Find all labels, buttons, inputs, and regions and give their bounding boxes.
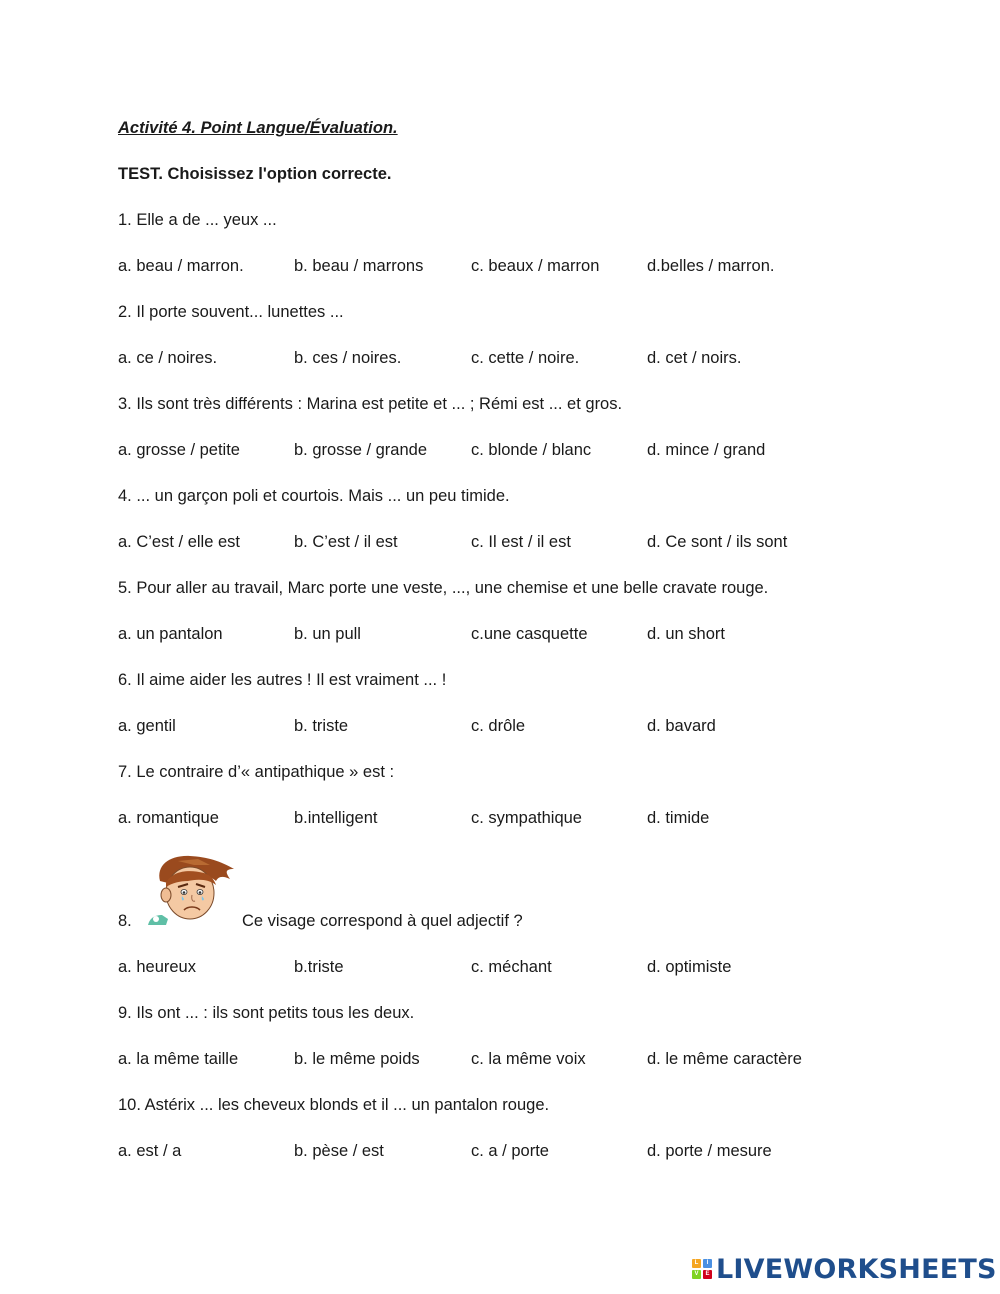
logo-mark-l: L [692, 1259, 701, 1268]
question-4: 4. ... un garçon poli et courtois. Mais ... un peu timide. [118, 487, 510, 505]
liveworksheets-logo [692, 1254, 997, 1284]
option-6b[interactable]: b. triste [294, 717, 349, 735]
question-7: 7. Le contraire d’« antipathique » est : [118, 763, 395, 781]
option-10d[interactable]: d. porte / mesure [647, 1142, 772, 1160]
option-4b[interactable]: b. C’est / il est [294, 533, 398, 551]
option-2a[interactable]: a. ce / noires. [118, 349, 218, 367]
question-3: 3. Ils sont très différents : Marina est petite et ... ; Rémi est ... et gros. [118, 395, 623, 413]
question-6: 6. Il aime aider les autres ! Il est vraiment ... ! [118, 671, 447, 689]
option-7c[interactable]: c. sympathique [471, 809, 582, 827]
option-2d[interactable]: d. cet / noirs. [647, 349, 742, 367]
question-1: 1. Elle a de ... yeux ... [118, 211, 277, 229]
option-7b[interactable]: b.intelligent [294, 809, 378, 827]
question-8: Ce visage correspond à quel adjectif ? [242, 912, 523, 930]
test-instruction: TEST. Choisissez l'option correcte. [118, 165, 392, 183]
question-10: 10. Astérix ... les cheveux blonds et il ... un pantalon rouge. [118, 1096, 550, 1114]
option-10b[interactable]: b. pèse / est [294, 1142, 384, 1160]
liveworksheets-logo-text: LIVEWORKSHEETS [716, 1253, 997, 1285]
question-5: 5. Pour aller au travail, Marc porte une veste, ..., une chemise et une belle cravate rouge. [118, 579, 769, 597]
option-1c[interactable]: c. beaux / marron [471, 257, 600, 275]
option-9b[interactable]: b. le même poids [294, 1050, 420, 1068]
question-9: 9. Ils ont ... : ils sont petits tous les deux. [118, 1004, 415, 1022]
option-9d[interactable]: d. le même caractère [647, 1050, 802, 1068]
option-7a[interactable]: a. romantique [118, 809, 219, 827]
option-6d[interactable]: d. bavard [647, 717, 716, 735]
option-1b[interactable]: b. beau / marrons [294, 257, 424, 275]
liveworksheets-logo-icon [692, 1259, 712, 1279]
logo-mark-e: E [703, 1270, 712, 1279]
option-4a[interactable]: a. C’est / elle est [118, 533, 240, 551]
sad-boy-face-illustration [138, 853, 238, 925]
option-3d[interactable]: d. mince / grand [647, 441, 766, 459]
option-1d[interactable]: d.belles / marron. [647, 257, 775, 275]
option-3b[interactable]: b. grosse / grande [294, 441, 427, 459]
option-5a[interactable]: a. un pantalon [118, 625, 223, 643]
option-1a[interactable]: a. beau / marron. [118, 257, 244, 275]
question-2: 2. Il porte souvent... lunettes ... [118, 303, 344, 321]
activity-heading: Activité 4. Point Langue/Évaluation. [118, 119, 398, 137]
option-8a[interactable]: a. heureux [118, 958, 196, 976]
option-5d[interactable]: d. un short [647, 625, 725, 643]
option-8c[interactable]: c. méchant [471, 958, 552, 976]
option-9c[interactable]: c. la même voix [471, 1050, 586, 1068]
option-9a[interactable]: a. la même taille [118, 1050, 239, 1068]
option-2c[interactable]: c. cette / noire. [471, 349, 580, 367]
option-5b[interactable]: b. un pull [294, 625, 361, 643]
option-6a[interactable]: a. gentil [118, 717, 176, 735]
option-8d[interactable]: d. optimiste [647, 958, 732, 976]
option-6c[interactable]: c. drôle [471, 717, 526, 735]
option-4d[interactable]: d. Ce sont / ils sont [647, 533, 788, 551]
option-8b[interactable]: b.triste [294, 958, 344, 976]
option-3c[interactable]: c. blonde / blanc [471, 441, 592, 459]
option-10a[interactable]: a. est / a [118, 1142, 182, 1160]
option-3a[interactable]: a. grosse / petite [118, 441, 240, 459]
option-7d[interactable]: d. timide [647, 809, 710, 827]
question-8-number: 8. [118, 912, 132, 930]
logo-mark-v: V [692, 1270, 701, 1279]
option-2b[interactable]: b. ces / noires. [294, 349, 402, 367]
logo-mark-i: I [703, 1259, 712, 1268]
option-5c[interactable]: c.une casquette [471, 625, 588, 643]
option-4c[interactable]: c. Il est / il est [471, 533, 571, 551]
option-10c[interactable]: c. a / porte [471, 1142, 549, 1160]
